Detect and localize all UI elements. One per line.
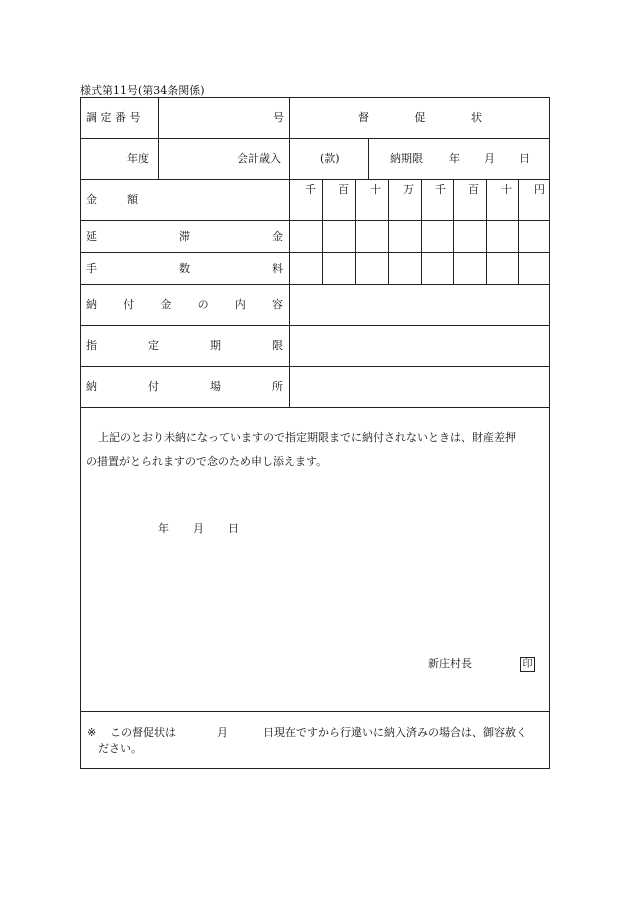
- item-label: (款): [320, 152, 340, 165]
- number-suffix: 号: [273, 111, 284, 124]
- note-mark: ※: [87, 726, 97, 739]
- deadline-day: 日: [519, 152, 530, 165]
- account-revenue-label: 会計歳入: [237, 152, 281, 165]
- digit-header: 千: [435, 183, 446, 196]
- note-text-part1: この督促状は: [110, 726, 176, 739]
- deadline-month: 月: [484, 152, 495, 165]
- payment-details-label: 納 付 金 の 内 容: [86, 298, 283, 311]
- digit-header: 百: [338, 183, 349, 196]
- issuer-name: 新庄村長: [428, 657, 472, 670]
- seal-mark: 印: [520, 657, 535, 672]
- fee-label: 手 数 料: [86, 262, 283, 275]
- form-heading: 督 促 状: [358, 111, 482, 124]
- designated-deadline-label: 指 定 期 限: [86, 339, 283, 352]
- deadline-year: 年: [449, 152, 460, 165]
- digit-header: 百: [468, 183, 479, 196]
- payment-place-label: 納 付 場 所: [86, 380, 283, 393]
- digit-header: 十: [370, 183, 381, 196]
- note-text-part2: 日現在ですから行違いに納入済みの場合は、御容赦く: [263, 726, 527, 739]
- digit-header: 十: [501, 183, 512, 196]
- date-month: 月: [193, 522, 204, 535]
- fiscal-year-label: 年度: [127, 152, 149, 165]
- date-day: 日: [228, 522, 239, 535]
- digit-header: 円: [534, 183, 545, 196]
- amount-label: 金 額: [86, 193, 138, 206]
- note-text-line2: ださい。: [98, 742, 142, 755]
- digit-header: 万: [403, 183, 414, 196]
- notice-line-2: の措置がとられますので念のため申し添えます。: [86, 455, 328, 468]
- note-month: 月: [217, 726, 228, 739]
- date-year: 年: [158, 522, 169, 535]
- digit-header: 千: [305, 183, 316, 196]
- late-fee-label: 延 滞 金: [86, 230, 283, 243]
- assessment-number-label: 調 定 番 号: [86, 111, 141, 124]
- payment-deadline-label: 納期限: [390, 152, 423, 165]
- form-title: 様式第11号(第34条関係): [80, 84, 205, 97]
- notice-line-1: 上記のとおり未納になっていますので指定期限までに納付されないときは、財産差押: [98, 431, 516, 444]
